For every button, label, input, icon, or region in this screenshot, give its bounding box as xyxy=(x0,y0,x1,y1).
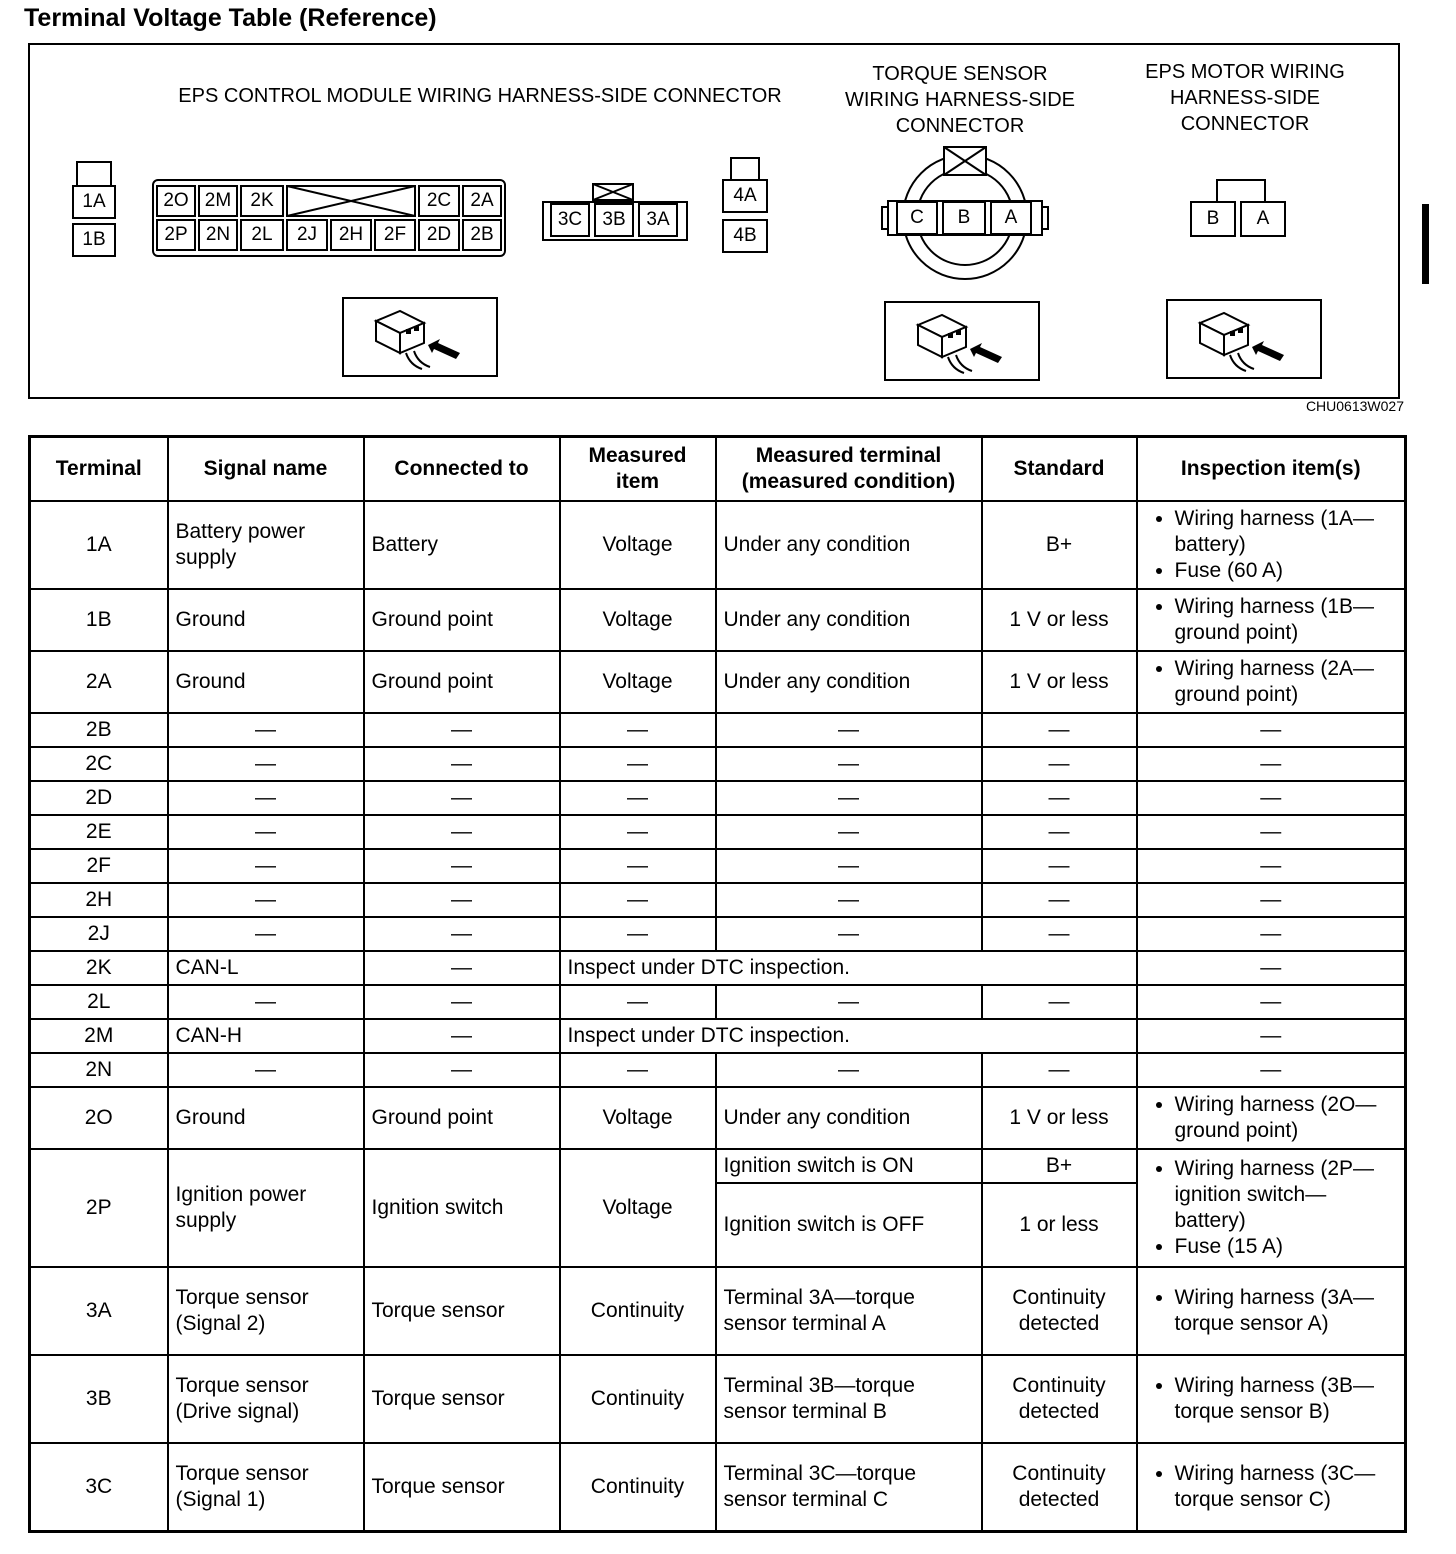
pin-2b: 2B xyxy=(462,219,502,251)
cell-dash: — xyxy=(1137,815,1406,849)
cell-dash: — xyxy=(168,815,364,849)
cell-dash: — xyxy=(168,747,364,781)
table-row xyxy=(30,713,1406,747)
cell-inspection xyxy=(1137,1443,1406,1532)
table-row xyxy=(30,1355,1406,1443)
cell-connected: Ignition switch xyxy=(364,1149,560,1267)
cell-dash: — xyxy=(1137,951,1406,985)
connector-view-icon xyxy=(1168,301,1320,377)
pin-3c: 3C xyxy=(550,203,590,237)
cell-dash: — xyxy=(560,815,716,849)
cell-dash: — xyxy=(716,917,982,951)
inspection-item: • Wiring harness (3C—torque sensor C) xyxy=(1175,1461,1398,1513)
pin-3b: 3B xyxy=(594,203,634,237)
table-row xyxy=(30,951,1406,985)
cell-dash: — xyxy=(560,849,716,883)
table-row xyxy=(30,849,1406,883)
view-direction-box-2 xyxy=(884,301,1040,381)
cell-dash: — xyxy=(560,1053,716,1087)
cell-dash: — xyxy=(168,883,364,917)
cell-dash: — xyxy=(364,781,560,815)
cell-standard: B+ xyxy=(982,501,1137,589)
cell-dash: — xyxy=(1137,713,1406,747)
header-inspection-items: Inspection item(s) xyxy=(1137,437,1406,502)
cell-dash: — xyxy=(1137,849,1406,883)
pin-2c: 2C xyxy=(418,185,460,217)
inspection-item: • Wiring harness (2A—ground point) xyxy=(1175,656,1398,708)
cell-dash: — xyxy=(168,849,364,883)
cell-terminal: 2F xyxy=(30,849,168,883)
page-title: Terminal Voltage Table (Reference) xyxy=(24,4,437,32)
cell-inspection xyxy=(1137,589,1406,651)
cell-dash: — xyxy=(982,917,1137,951)
table-row xyxy=(30,651,1406,713)
cell-terminal: 3C xyxy=(30,1443,168,1532)
cell-terminal: 2P xyxy=(30,1149,168,1267)
table-row xyxy=(30,589,1406,651)
cell-dash: — xyxy=(560,781,716,815)
header-measured-item-line2: item xyxy=(615,470,660,493)
cell-signal: Ground xyxy=(168,589,364,651)
pin-2l: 2L xyxy=(240,219,284,251)
cell-condition-on: Ignition switch is ON xyxy=(716,1149,982,1183)
cell-standard: 1 V or less xyxy=(982,1087,1137,1149)
table-row xyxy=(30,747,1406,781)
pin-2p: 2P xyxy=(156,219,196,251)
cell-dash: — xyxy=(982,1053,1137,1087)
cell-dash: — xyxy=(982,985,1137,1019)
cell-item: Voltage xyxy=(560,651,716,713)
connector-view-icon xyxy=(886,303,1038,379)
inspection-item: • Wiring harness (1B—ground point) xyxy=(1175,594,1398,646)
table-row xyxy=(30,883,1406,917)
cell-dash: — xyxy=(560,713,716,747)
cell-terminal: 2D xyxy=(30,781,168,815)
cell-dash: — xyxy=(560,985,716,1019)
cell-dash: — xyxy=(716,985,982,1019)
connector-1-latch xyxy=(76,161,112,185)
margin-bar xyxy=(1422,204,1429,284)
torque-sensor-label-line3: CONNECTOR xyxy=(895,115,1025,137)
table-row xyxy=(30,1267,1406,1355)
eps-motor-label-line2: HARNESS-SIDE xyxy=(1169,87,1321,109)
cell-signal: Battery power supply xyxy=(168,501,364,589)
motor-connector-latch xyxy=(1216,179,1266,201)
eps-motor-label-line3: CONNECTOR xyxy=(1180,113,1310,135)
cell-standard-off: 1 or less xyxy=(982,1183,1137,1267)
pin-2d: 2D xyxy=(418,219,460,251)
cell-inspection xyxy=(1137,1087,1406,1149)
figure-code: CHU0613W027 xyxy=(1305,398,1404,414)
cell-dash: — xyxy=(1137,985,1406,1019)
pin-2h: 2H xyxy=(330,219,372,251)
cell-condition: Terminal 3B—torque sensor terminal B xyxy=(716,1355,982,1443)
cell-dash: — xyxy=(1137,781,1406,815)
torque-sensor-label-line1: TORQUE SENSOR xyxy=(872,63,1048,85)
cell-dash: — xyxy=(982,849,1137,883)
cell-standard: Continuity detected xyxy=(982,1267,1137,1355)
inspection-item: • Fuse (15 A) xyxy=(1175,1234,1398,1260)
pin-motor-b: B xyxy=(1190,201,1236,237)
cell-item: Voltage xyxy=(560,1149,716,1267)
cell-dash: — xyxy=(716,747,982,781)
cell-inspection xyxy=(1137,501,1406,589)
header-measured-item-line1: Measured xyxy=(588,444,687,467)
pin-ts-a: A xyxy=(990,201,1032,235)
cell-connected: Ground point xyxy=(364,651,560,713)
cell-dash: — xyxy=(168,781,364,815)
cell-dash: — xyxy=(982,883,1137,917)
cell-dtc-note: Inspect under DTC inspection. xyxy=(560,951,1137,985)
table-row xyxy=(30,1019,1406,1053)
cell-terminal: 2L xyxy=(30,985,168,1019)
pin-2o: 2O xyxy=(156,185,196,217)
connector-view-icon xyxy=(344,299,496,375)
cell-dash: — xyxy=(1137,747,1406,781)
header-measured-terminal-line1: Measured terminal xyxy=(755,444,942,467)
table-row xyxy=(30,1149,1406,1183)
pin-3a: 3A xyxy=(638,203,678,237)
cell-dash: — xyxy=(982,713,1137,747)
cell-inspection xyxy=(1137,651,1406,713)
pin-2a: 2A xyxy=(462,185,502,217)
cell-item: Continuity xyxy=(560,1355,716,1443)
header-standard: Standard xyxy=(982,437,1137,502)
connector-figure xyxy=(28,43,1400,399)
pin-1a: 1A xyxy=(72,185,116,219)
cell-condition-off: Ignition switch is OFF xyxy=(716,1183,982,1267)
cell-terminal: 3A xyxy=(30,1267,168,1355)
header-connected-to: Connected to xyxy=(364,437,560,502)
cell-terminal: 2C xyxy=(30,747,168,781)
cell-signal: Ignition power supply xyxy=(168,1149,364,1267)
cell-dash: — xyxy=(364,1053,560,1087)
inspection-item: • Wiring harness (3A—torque sensor A) xyxy=(1175,1285,1398,1337)
cell-connected: Torque sensor xyxy=(364,1267,560,1355)
cell-signal: Ground xyxy=(168,1087,364,1149)
cell-terminal: 2K xyxy=(30,951,168,985)
cell-terminal: 2N xyxy=(30,1053,168,1087)
pin-4b: 4B xyxy=(722,219,768,253)
cell-dash: — xyxy=(716,713,982,747)
cell-connected: Ground point xyxy=(364,1087,560,1149)
cell-standard: Continuity detected xyxy=(982,1443,1137,1532)
pin-2f: 2F xyxy=(374,219,416,251)
connector-4-latch xyxy=(730,157,760,179)
connector-3-lock-cross xyxy=(592,183,634,201)
view-direction-box-3 xyxy=(1166,299,1322,379)
cell-dash: — xyxy=(168,1053,364,1087)
inspection-item: • Wiring harness (2P—ignition switch—battery) xyxy=(1175,1156,1398,1234)
cell-terminal: 2A xyxy=(30,651,168,713)
cell-condition: Terminal 3A—torque sensor terminal A xyxy=(716,1267,982,1355)
cell-standard: Continuity detected xyxy=(982,1355,1137,1443)
torque-sensor-label-line2: WIRING HARNESS-SIDE xyxy=(844,89,1076,111)
cell-dash: — xyxy=(716,1053,982,1087)
cell-item: Voltage xyxy=(560,1087,716,1149)
cell-signal: Torque sensor (Signal 2) xyxy=(168,1267,364,1355)
pin-4a: 4A xyxy=(722,179,768,213)
cell-item: Voltage xyxy=(560,589,716,651)
cell-dash: — xyxy=(716,815,982,849)
inspection-item: • Wiring harness (3B—torque sensor B) xyxy=(1175,1373,1398,1425)
cell-terminal: 3B xyxy=(30,1355,168,1443)
cell-connected: Battery xyxy=(364,501,560,589)
cell-dash: — xyxy=(364,917,560,951)
cell-terminal: 2J xyxy=(30,917,168,951)
cell-inspection xyxy=(1137,1355,1406,1443)
cell-dash: — xyxy=(982,781,1137,815)
cell-dash: — xyxy=(982,747,1137,781)
connector-2-blank-cross xyxy=(286,185,416,217)
cell-dash: — xyxy=(1137,917,1406,951)
cell-standard: 1 V or less xyxy=(982,589,1137,651)
cell-terminal: 2E xyxy=(30,815,168,849)
cell-condition: Under any condition xyxy=(716,1087,982,1149)
cell-dash: — xyxy=(560,883,716,917)
cell-condition: Under any condition xyxy=(716,501,982,589)
table-row xyxy=(30,815,1406,849)
cell-condition: Under any condition xyxy=(716,651,982,713)
table-row xyxy=(30,1087,1406,1149)
cell-terminal: 1B xyxy=(30,589,168,651)
cell-dash: — xyxy=(364,815,560,849)
cell-dash: — xyxy=(1137,1053,1406,1087)
cell-dash: — xyxy=(168,917,364,951)
cell-dash: — xyxy=(716,883,982,917)
cell-connected: Ground point xyxy=(364,589,560,651)
cell-dash: — xyxy=(364,1019,560,1053)
cell-item: Voltage xyxy=(560,501,716,589)
cell-dtc-note: Inspect under DTC inspection. xyxy=(560,1019,1137,1053)
header-terminal: Terminal xyxy=(30,437,168,502)
inspection-item: • Fuse (60 A) xyxy=(1175,558,1398,584)
cell-condition: Under any condition xyxy=(716,589,982,651)
cell-terminal: 2M xyxy=(30,1019,168,1053)
cell-dash: — xyxy=(1137,883,1406,917)
cell-standard: 1 V or less xyxy=(982,651,1137,713)
eps-motor-label xyxy=(1115,59,1375,137)
table-row xyxy=(30,781,1406,815)
cell-connected: Torque sensor xyxy=(364,1443,560,1532)
cell-dash: — xyxy=(560,917,716,951)
table-header-row xyxy=(30,437,1406,502)
pin-motor-a: A xyxy=(1240,201,1286,237)
cell-dash: — xyxy=(982,815,1137,849)
cell-dash: — xyxy=(168,713,364,747)
table-row xyxy=(30,501,1406,589)
cell-dash: — xyxy=(1137,1019,1406,1053)
terminal-voltage-table xyxy=(28,435,1407,1533)
cell-signal: Ground xyxy=(168,651,364,713)
eps-motor-label-line1: EPS MOTOR WIRING xyxy=(1145,61,1345,83)
cell-item: Continuity xyxy=(560,1443,716,1532)
cell-signal: CAN-L xyxy=(168,951,364,985)
cell-dash: — xyxy=(364,985,560,1019)
header-signal-name: Signal name xyxy=(168,437,364,502)
cell-dash: — xyxy=(364,849,560,883)
cell-signal: CAN-H xyxy=(168,1019,364,1053)
header-measured-terminal-line2: (measured condition) xyxy=(741,470,956,493)
eps-module-label: EPS CONTROL MODULE WIRING HARNESS-SIDE CONNECTOR xyxy=(178,85,782,107)
pin-2m: 2M xyxy=(198,185,238,217)
view-direction-box-1 xyxy=(342,297,498,377)
cell-signal: Torque sensor (Signal 1) xyxy=(168,1443,364,1532)
cell-signal: Torque sensor (Drive signal) xyxy=(168,1355,364,1443)
cell-terminal: 2O xyxy=(30,1087,168,1149)
cell-dash: — xyxy=(716,849,982,883)
cell-dash: — xyxy=(168,985,364,1019)
table-row xyxy=(30,1053,1406,1087)
pin-ts-b: B xyxy=(942,201,986,235)
inspection-item: • Wiring harness (1A—battery) xyxy=(1175,506,1398,558)
cell-dash: — xyxy=(560,747,716,781)
header-measured-item xyxy=(560,437,716,502)
cell-dash: — xyxy=(364,713,560,747)
header-measured-terminal xyxy=(716,437,982,502)
table-row xyxy=(30,1443,1406,1532)
table-row xyxy=(30,917,1406,951)
cell-terminal: 2B xyxy=(30,713,168,747)
pin-2j: 2J xyxy=(286,219,328,251)
pin-2n: 2N xyxy=(198,219,238,251)
cell-terminal: 2H xyxy=(30,883,168,917)
cell-terminal: 1A xyxy=(30,501,168,589)
cell-inspection xyxy=(1137,1267,1406,1355)
cell-dash: — xyxy=(364,747,560,781)
torque-sensor-label xyxy=(820,61,1100,139)
cell-inspection xyxy=(1137,1149,1406,1267)
cell-item: Continuity xyxy=(560,1267,716,1355)
cell-condition: Terminal 3C—torque sensor terminal C xyxy=(716,1443,982,1532)
cell-dash: — xyxy=(364,951,560,985)
pin-2k: 2K xyxy=(240,185,284,217)
pin-ts-c: C xyxy=(896,201,938,235)
inspection-item: • Wiring harness (2O—ground point) xyxy=(1175,1092,1398,1144)
cell-dash: — xyxy=(716,781,982,815)
table-row xyxy=(30,985,1406,1019)
cell-dash: — xyxy=(364,883,560,917)
cell-connected: Torque sensor xyxy=(364,1355,560,1443)
cell-standard-on: B+ xyxy=(982,1149,1137,1183)
pin-1b: 1B xyxy=(72,223,116,257)
